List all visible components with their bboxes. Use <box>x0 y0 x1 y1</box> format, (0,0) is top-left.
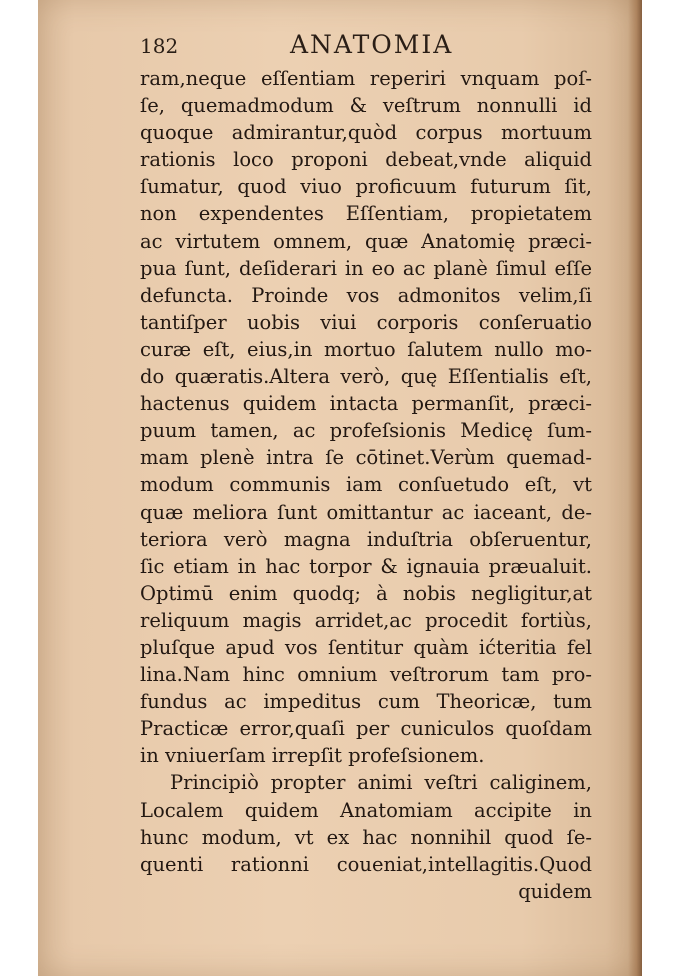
text-line: curæ eſt, eius,in mortuo ſalutem nullo mo- <box>140 337 592 361</box>
text-line: puum tamen, ac profeſsionis Medicę ſum- <box>140 419 592 443</box>
body-text <box>140 65 592 905</box>
paragraph-start-line: Principiò propter animi veſtri caliginem, <box>170 771 592 795</box>
text-line: modum communis iam conſuetudo eſt, vt <box>140 473 592 497</box>
text-line: pua ſunt, deſiderari in eo ac planè ſimul eſſe <box>140 256 592 280</box>
running-head: ANATOMIA <box>290 30 454 59</box>
catchword: quidem <box>518 879 592 903</box>
text-line: teriora verò magna induſtria obſeruentur, <box>140 527 592 551</box>
page-edge-shadow <box>628 0 642 976</box>
text-line: tantiſper uobis viui corporis conſeruatio <box>140 310 592 334</box>
text-line: do quæratis.Altera verò, quę Eſſentialis eſt, <box>140 365 592 389</box>
page-header <box>140 28 588 62</box>
text-line: quæ meliora ſunt omittantur ac iaceant, de- <box>140 500 592 524</box>
text-line: pluſque apud vos ſentitur quàm ićteritia fel <box>140 635 592 659</box>
text-line: ſe, quemadmodum & veſtrum nonnulli id <box>140 94 592 118</box>
text-line: rationis loco proponi debeat,vnde aliquid <box>140 148 592 172</box>
text-line: Optimū enim quodq; à nobis negligitur,at <box>140 581 592 605</box>
text-line: ſumatur, quod viuo proficuum futurum ſit, <box>140 175 592 199</box>
page-number: 182 <box>140 34 179 58</box>
text-line: quoque admirantur,quòd corpus mortuum <box>140 121 592 145</box>
text-line: non expendentes Eſſentiam, propietatem <box>140 202 592 226</box>
text-line: reliquum magis arridet,ac procedit fortiùs, <box>140 608 592 632</box>
text-line: ram,neque eſſentiam reperiri vnquam poſ- <box>140 67 592 90</box>
text-line: Practicæ error,quaſi per cuniculos quoſdam <box>140 717 592 741</box>
text-line: hactenus quidem intacta permanſit, præci- <box>140 392 592 416</box>
text-line: ſic etiam in hac torpor & ignauia præualuit. <box>140 554 592 578</box>
text-line: hunc modum, vt ex hac nonnihil quod ſe- <box>140 825 592 849</box>
text-line: defuncta. Proinde vos admonitos velim,ſi <box>140 283 592 307</box>
text-line: Localem quidem Anatomiam accipite in <box>140 798 592 822</box>
text-line: fundus ac impeditus cum Theoricæ, tum <box>140 690 592 714</box>
text-line: lina.Nam hinc omnium veſtrorum tam pro- <box>140 663 592 687</box>
text-line: mam plenè intra ſe cōtinet.Verùm quemad- <box>140 446 592 470</box>
paragraph-end-line: in vniuerſam irrepſit profeſsionem. <box>140 744 485 768</box>
text-line: quenti rationni coueniat,intellagitis.Quod <box>140 852 592 876</box>
text-line: ac virtutem omnem, quæ Anatomię præci- <box>140 229 592 253</box>
